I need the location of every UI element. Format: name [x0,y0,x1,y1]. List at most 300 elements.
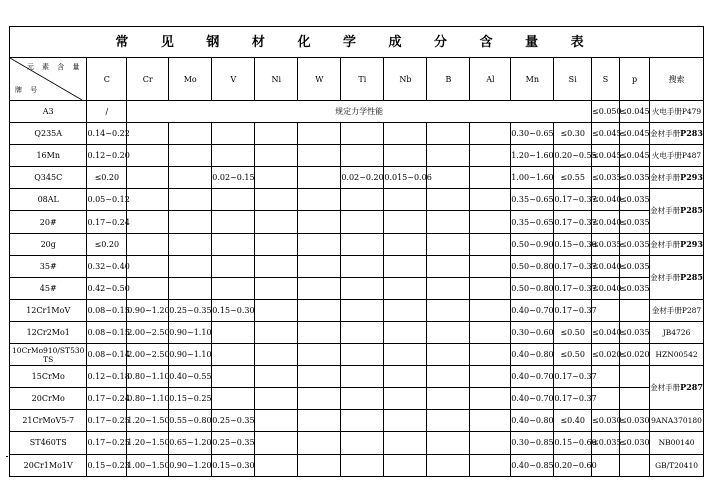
si-cell: ≤0.50 [554,344,592,366]
mo-cell: 0.90~1.10 [169,321,212,343]
ti-cell [341,299,384,321]
mn-cell: 0.40~0.70 [511,388,554,410]
grade-name-cell: 20# [10,211,87,233]
si-cell: 0.17~0.37 [554,211,592,233]
c-cell: 0.15~0.23 [87,454,127,476]
si-cell: 0.20~0.60 [554,454,592,476]
table-row [10,388,704,410]
nb-cell [384,388,427,410]
mo-cell: 0.15~0.25 [169,388,212,410]
p-cell: ≤0.045 [619,145,649,167]
v-cell [212,277,255,299]
grade-name-cell: 12Cr1MoV [10,299,87,321]
si-cell: 0.17~0.37 [554,299,592,321]
mo-cell: 0.65~1.20 [169,432,212,454]
ti-cell [341,410,384,432]
mn-cell: 0.35~0.65 [511,189,554,211]
s-cell: ≤0.040 [591,211,619,233]
v-cell [212,123,255,145]
grade-name-cell: 20Cr1Mo1V [10,454,87,476]
grade-name-line2: TS [43,354,54,364]
col-header-mo: Mo [169,58,212,101]
cr-cell: 0.80~1.10 [127,388,169,410]
b-cell [427,410,470,432]
c-cell: 0.17~0.25 [87,410,127,432]
c-cell: 0.08~0.15 [87,321,127,343]
grade-name-cell: 45# [10,277,87,299]
grade-name-cell [10,344,87,366]
grade-name-cell: 16Mn [10,145,87,167]
col-header-c: C [87,58,127,101]
ni-cell [255,167,298,189]
ti-cell [341,321,384,343]
v-cell [212,321,255,343]
nb-cell [384,211,427,233]
si-cell: 0.17~0.37 [554,255,592,277]
si-cell: ≤0.40 [554,410,592,432]
p-cell: ≤0.035 [619,167,649,189]
cr-cell [127,211,169,233]
nb-cell [384,366,427,388]
mo-cell: 0.40~0.55 [169,366,212,388]
p-cell: ≤0.035 [619,277,649,299]
nb-cell [384,432,427,454]
mn-cell: 0.40~0.80 [511,344,554,366]
mn-cell: 0.30~0.65 [511,123,554,145]
ti-cell [341,432,384,454]
cr-cell: 0.90~1.20 [127,299,169,321]
grade-name-cell: Q235A [10,123,87,145]
col-header-ni: Ni [255,58,298,101]
table-row [10,145,704,167]
ti-cell [341,189,384,211]
c-cell: 0.08~0.14 [87,344,127,366]
si-cell: 0.15~0.60 [554,432,592,454]
cr-cell: 0.80~1.10 [127,366,169,388]
c-cell: 0.17~0.24 [87,388,127,410]
p-cell [619,299,649,321]
p-cell: ≤0.030 [619,432,649,454]
b-cell [427,366,470,388]
s-cell: ≤0.040 [591,277,619,299]
v-cell: 0.02~0.15 [212,167,255,189]
c-cell: 0.14~0.22 [87,123,127,145]
b-cell [427,167,470,189]
mn-cell: 0.35~0.65 [511,211,554,233]
nb-cell [384,454,427,476]
ni-cell [255,454,298,476]
al-cell [470,123,511,145]
source-cell [650,233,704,255]
table-row [10,233,704,255]
c-cell: 0.12~0.20 [87,145,127,167]
ti-cell [341,255,384,277]
cr-cell [127,167,169,189]
table-row [10,277,704,299]
source-book-label: 金材手册 [650,272,681,282]
v-cell [212,145,255,167]
b-cell [427,344,470,366]
element-content-label: 元 素 含 量 [26,63,83,71]
ti-cell [341,344,384,366]
grade-label: 牌 号 [15,86,41,94]
mo-cell [169,233,212,255]
w-cell [298,277,341,299]
ti-cell [341,145,384,167]
col-header-v: V [212,58,255,101]
grade-name-cell: Q345C [10,167,87,189]
table-row [10,101,704,123]
v-cell [212,233,255,255]
ni-cell [255,145,298,167]
ni-cell [255,432,298,454]
table-row [10,344,704,366]
mn-cell: 1.00~1.60 [511,167,554,189]
diagonal-header-cell [10,58,87,101]
grade-name-cell: ST460TS [10,432,87,454]
ni-cell [255,277,298,299]
cr-cell [127,255,169,277]
source-cell: HZN00542 [650,344,704,366]
mn-cell: 0.40~0.85 [511,454,554,476]
v-cell [212,344,255,366]
ni-cell [255,211,298,233]
mo-cell [169,123,212,145]
table-row [10,410,704,432]
source-book-label: 金材手册 [650,129,681,139]
col-header-p: p [619,58,649,101]
grade-name-cell: 20g [10,233,87,255]
v-cell [212,388,255,410]
ni-cell [255,299,298,321]
col-header-source: 搜索 [650,58,704,101]
mn-cell: 1.20~1.60 [511,145,554,167]
col-header-al: Al [470,58,511,101]
col-header-cr: Cr [127,58,169,101]
table-row [10,123,704,145]
w-cell [298,432,341,454]
c-cell: ≤0.20 [87,167,127,189]
al-cell [470,410,511,432]
v-cell: 0.25~0.35 [212,410,255,432]
col-header-b: B [427,58,470,101]
al-cell [470,277,511,299]
w-cell [298,410,341,432]
s-cell: ≤0.040 [591,255,619,277]
al-cell [470,454,511,476]
p-cell: ≤0.035 [619,233,649,255]
w-cell [298,255,341,277]
b-cell [427,123,470,145]
ni-cell [255,189,298,211]
ti-cell [341,233,384,255]
b-cell [427,321,470,343]
mo-cell [169,277,212,299]
b-cell [427,277,470,299]
b-cell [427,145,470,167]
table-row [10,255,704,277]
grade-name-cell: A3 [10,101,87,123]
w-cell [298,321,341,343]
source-book-label: 金材手册 [650,173,681,183]
nb-cell [384,299,427,321]
al-cell [470,189,511,211]
c-cell: 0.42~0.50 [87,277,127,299]
mo-cell: 0.55~0.80 [169,410,212,432]
s-cell: ≤0.035 [591,167,619,189]
source-page-label: P283 [680,128,703,139]
source-cell [650,366,704,410]
mo-cell [169,167,212,189]
si-cell: 0.20~0.55 [554,145,592,167]
si-cell: 0.15~0.30 [554,233,592,255]
source-page-label: P293 [680,172,703,183]
table-row [10,167,704,189]
composition-sheet [9,26,704,477]
al-cell [470,145,511,167]
al-cell [470,321,511,343]
grade-name-cell: 08AL [10,189,87,211]
source-cell: 金材手册P287 [650,299,704,321]
source-cell: 9ANA370180 [650,410,704,432]
nb-cell [384,145,427,167]
ti-cell [341,277,384,299]
col-header-s: S [591,58,619,101]
b-cell [427,388,470,410]
col-header-si: Si [554,58,592,101]
table-row [10,432,704,454]
nb-cell [384,410,427,432]
cr-cell: 1.20~1.50 [127,432,169,454]
nb-cell [384,344,427,366]
mn-cell: 0.40~0.70 [511,299,554,321]
col-header-nb: Nb [384,58,427,101]
mn-cell: 0.30~0.85 [511,432,554,454]
p-cell: ≤0.035 [619,321,649,343]
v-cell [212,366,255,388]
c-cell: 0.12~0.18 [87,366,127,388]
c-cell: 0.17~0.24 [87,211,127,233]
nb-cell [384,123,427,145]
v-cell: 0.15~0.30 [212,454,255,476]
source-page-label: P285 [680,205,703,216]
mo-cell: 0.25~0.35 [169,299,212,321]
ni-cell [255,410,298,432]
w-cell [298,233,341,255]
si-cell: 0.17~0.37 [554,277,592,299]
col-header-mn: Mn [511,58,554,101]
b-cell [427,299,470,321]
b-cell [427,255,470,277]
ti-cell: 0.02~0.20 [341,167,384,189]
p-cell [619,366,649,388]
col-header-w: W [298,58,341,101]
source-cell [650,123,704,145]
mn-cell: 0.50~0.90 [511,233,554,255]
table-row [10,454,704,476]
ti-cell [341,123,384,145]
p-cell: ≤0.045 [619,101,649,123]
p-cell [619,388,649,410]
source-cell: 火电手册P487 [650,145,704,167]
p-cell [619,454,649,476]
w-cell [298,123,341,145]
cr-cell [127,189,169,211]
header-row [10,58,704,101]
ti-cell [341,388,384,410]
w-cell [298,189,341,211]
p-cell: ≤0.045 [619,123,649,145]
al-cell [470,233,511,255]
s-cell: ≤0.040 [591,189,619,211]
b-cell [427,189,470,211]
table-row [10,189,704,211]
grade-name-cell: 15CrMo [10,366,87,388]
w-cell [298,211,341,233]
ti-cell [341,366,384,388]
cr-cell [127,123,169,145]
stray-mark [6,456,8,457]
source-cell: GB/T20410 [650,454,704,476]
nb-cell [384,255,427,277]
s-cell: ≤0.020 [591,344,619,366]
b-cell [427,211,470,233]
table-title: 常 见 钢 材 化 学 成 分 含 量 表 [10,27,704,58]
source-cell [650,255,704,299]
al-cell [470,432,511,454]
w-cell [298,344,341,366]
w-cell [298,454,341,476]
cr-cell: 1.00~1.50 [127,454,169,476]
mo-cell [169,255,212,277]
v-cell [212,189,255,211]
mn-cell: 0.50~0.80 [511,277,554,299]
ni-cell [255,233,298,255]
s-cell: ≤0.045 [591,123,619,145]
w-cell [298,167,341,189]
s-cell: ≤0.045 [591,145,619,167]
v-cell [212,255,255,277]
v-cell [212,211,255,233]
mn-cell: 0.50~0.80 [511,255,554,277]
ti-cell [341,211,384,233]
v-cell: 0.15~0.30 [212,299,255,321]
source-cell: 火电手册P479 [650,101,704,123]
source-cell: JB4726 [650,321,704,343]
cr-cell: 1.20~1.50 [127,410,169,432]
ni-cell [255,255,298,277]
grade-name-cell: 21CrMoV5-7 [10,410,87,432]
w-cell [298,145,341,167]
al-cell [470,167,511,189]
source-cell [650,189,704,233]
si-cell: ≤0.55 [554,167,592,189]
b-cell [427,432,470,454]
w-cell [298,299,341,321]
ni-cell [255,123,298,145]
grade-name-cell: 35# [10,255,87,277]
table-row [10,321,704,343]
v-cell: 0.25~0.35 [212,432,255,454]
c-cell: 0.05~0.12 [87,189,127,211]
mo-cell [169,189,212,211]
p-cell: ≤0.030 [619,410,649,432]
ti-cell [341,454,384,476]
nb-cell [384,277,427,299]
p-cell: ≤0.035 [619,255,649,277]
c-cell: / [87,101,127,123]
mn-cell: 0.40~0.80 [511,410,554,432]
nb-cell [384,189,427,211]
source-cell [650,167,704,189]
cr-cell: 2.00~2.50 [127,344,169,366]
si-cell: ≤0.50 [554,321,592,343]
al-cell [470,388,511,410]
s-cell: ≤0.035 [591,233,619,255]
source-cell: NB00140 [650,432,704,454]
c-cell: ≤0.20 [87,233,127,255]
al-cell [470,299,511,321]
al-cell [470,255,511,277]
cr-cell: 2.00~2.50 [127,321,169,343]
ni-cell [255,344,298,366]
grade-name-line1: 10CrMo910/ST530 [12,345,85,355]
c-cell: 0.32~0.40 [87,255,127,277]
ni-cell [255,321,298,343]
al-cell [470,366,511,388]
al-cell [470,211,511,233]
nb-cell [384,233,427,255]
cr-cell [127,145,169,167]
si-cell: 0.17~0.37 [554,189,592,211]
col-header-ti: Ti [341,58,384,101]
mo-cell: 0.90~1.10 [169,344,212,366]
s-cell: ≤0.040 [591,321,619,343]
composition-table [9,26,704,477]
mo-cell: 0.90~1.20 [169,454,212,476]
note-cell: 规定力学性能 [127,101,592,123]
source-book-label: 金材手册 [650,239,681,249]
cr-cell [127,233,169,255]
si-cell: ≤0.30 [554,123,592,145]
source-book-label: 金材手册 [650,206,681,216]
c-cell: 0.08~0.15 [87,299,127,321]
table-row [10,366,704,388]
si-cell: 0.17~0.37 [554,388,592,410]
nb-cell: 0.015~0.06 [384,167,427,189]
source-book-label: 金材手册 [650,383,681,393]
source-page-label: P285 [680,271,703,282]
w-cell [298,366,341,388]
mo-cell [169,211,212,233]
ni-cell [255,366,298,388]
p-cell: ≤0.020 [619,344,649,366]
mo-cell [169,145,212,167]
si-cell: 0.17~0.37 [554,366,592,388]
grade-name-cell: 20CrMo [10,388,87,410]
al-cell [470,344,511,366]
table-row [10,299,704,321]
s-cell: ≤0.030 [591,410,619,432]
source-page-label: P293 [680,238,703,249]
w-cell [298,388,341,410]
mn-cell: 0.40~0.70 [511,366,554,388]
p-cell: ≤0.035 [619,189,649,211]
mn-cell: 0.30~0.60 [511,321,554,343]
grade-name-cell: 12Cr2Mo1 [10,321,87,343]
table-row [10,211,704,233]
ni-cell [255,388,298,410]
